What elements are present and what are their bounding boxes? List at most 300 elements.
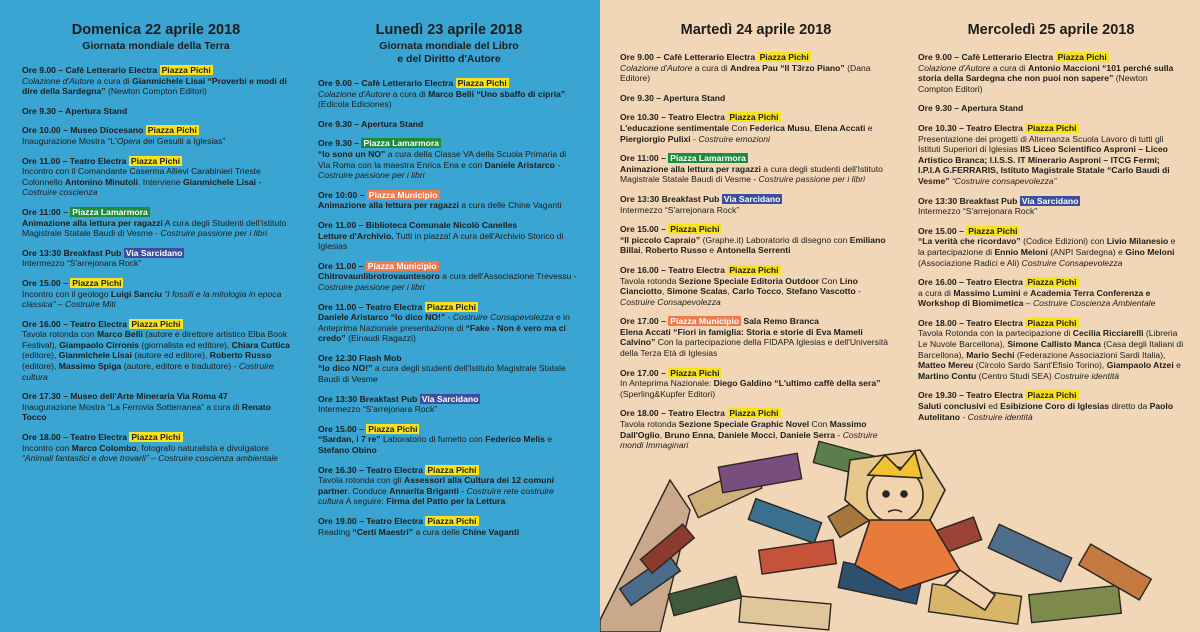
event-text: a cura della Classe VA della Scuola Primaria di Via Roma con la maestra Enrica Ena e con [318, 148, 567, 170]
day-column [22, 22, 290, 473]
event-text: Tavola Rotonda con la partecipazione di [918, 328, 1073, 339]
event-text: (Centro Studi SEA) [976, 370, 1055, 381]
location-tag: Piazza Pichi [1027, 390, 1077, 401]
event-header [22, 391, 290, 402]
event-time-venue: Ore 16.30 – Teatro Electra [318, 464, 423, 475]
event-header [22, 207, 290, 218]
event-text: Daniele Serra [780, 429, 836, 440]
event-text: - [554, 159, 561, 170]
event-time-venue: Ore 18.00 – Teatro Electra [22, 432, 127, 443]
event-text: Laboratorio di fumetto con [380, 434, 486, 445]
event-text: - [835, 429, 843, 440]
event-item [620, 265, 892, 307]
event-text: Tavola rotonda [620, 275, 679, 286]
event-text: Chitrovaunlibrotrovauntesoro [318, 271, 440, 282]
event-text: “Uno sbaffo di cipria” [473, 88, 566, 99]
location-tag: Piazza Pichi [1057, 52, 1107, 62]
event-text: Inaugurazione Mostra “L' [22, 135, 117, 146]
event-text: Antonio Maccioni [1028, 62, 1100, 73]
event-text: (Federazione Associazioni Sardi Italia), [1014, 349, 1166, 360]
event-text: Chine Vaganti [462, 526, 520, 537]
event-text: (autore e direttore artistico Elba Book Festival), [22, 329, 288, 350]
event-description [318, 312, 580, 344]
event-text: Ennio Meloni [994, 246, 1048, 257]
event-text: “Io dico NO!” [318, 363, 373, 374]
event-text: Costruire identità [1054, 370, 1120, 381]
event-text: “Animali fantastici e dove trovarli” [22, 453, 149, 464]
event-time-venue: Ore 13:30 Breakfast Pub [620, 193, 720, 204]
event-text: Gino Meloni [1125, 246, 1175, 257]
event-text: e [865, 122, 873, 133]
event-description [22, 218, 290, 239]
event-text: Incontro con [22, 442, 72, 453]
event-header [318, 353, 580, 364]
location-tag: Piazza Pichi [729, 408, 779, 419]
event-header [318, 394, 580, 405]
event-text: - [855, 286, 862, 297]
event-text: Mario Sechi [966, 349, 1015, 360]
event-time-venue: Ore 9.00 – Cafè Letterario Electra [318, 78, 454, 88]
location-tag: Piazza Pichi [147, 125, 197, 136]
event-item [918, 226, 1184, 268]
day-subtitle: Giornata mondiale del Libro [379, 40, 519, 52]
event-text: Matteo Mereu [918, 360, 974, 371]
event-text: Marco Belli [428, 88, 474, 99]
event-item [318, 78, 580, 110]
event-description [318, 231, 580, 252]
event-text: , [713, 429, 719, 440]
event-text: Costruire emozioni [698, 133, 770, 144]
event-text: a cura di [390, 88, 429, 99]
event-text: e [544, 434, 553, 445]
event-text: Costruire mondi Immaginari [620, 429, 878, 451]
location-tag: Piazza Pichi [670, 367, 720, 378]
event-time-venue: Ore 15.00 – [22, 277, 68, 288]
event-text: Presentazione dei progetti di Alternanza Scuola Lavoro di tutti gli Istituti Superiori di Iglesias [918, 133, 1164, 155]
event-time-venue: Ore 9.30 – Apertura Stand [22, 105, 128, 116]
event-item [620, 93, 892, 104]
event-item [22, 278, 290, 310]
event-header [918, 390, 1184, 401]
event-text: (Associazione Radici e Ali) [918, 257, 1022, 268]
event-text: Chiara Cuttica [231, 339, 290, 350]
event-text: . Conduce [347, 485, 390, 496]
event-text: Con [729, 122, 750, 133]
event-text: Simone Callisto Manca [1007, 339, 1101, 350]
event-time-venue: Ore 11.00 – [318, 260, 364, 271]
event-item [22, 248, 290, 269]
event-text: Daniele Aristarco [484, 159, 555, 170]
event-text: Costruire rete costruire cultura [318, 485, 554, 507]
day-subtitle-block [318, 40, 580, 66]
event-header [22, 432, 290, 443]
event-item [318, 516, 580, 537]
event-text: In Anteprima Nazionale: [620, 378, 714, 389]
event-description [918, 236, 1184, 268]
event-text: Marco Belli [97, 329, 143, 340]
event-text: - [690, 133, 699, 144]
event-header [318, 302, 580, 313]
day-column [918, 22, 1184, 431]
event-item [318, 353, 580, 385]
event-description [918, 206, 1184, 217]
event-header [620, 93, 892, 104]
event-description [620, 327, 892, 359]
event-item [22, 125, 290, 146]
event-item [918, 318, 1184, 382]
event-header [620, 112, 892, 123]
day-subtitle: e del Diritto d'Autore [397, 53, 501, 65]
event-item [318, 465, 580, 507]
event-text: Roberto Russo [645, 245, 707, 256]
event-header [620, 368, 892, 379]
event-text: Costruire coscienza [22, 187, 98, 198]
event-text: “Costruire consapevolezza” [951, 175, 1057, 186]
event-header [22, 319, 290, 330]
event-text: Bruno Enna [664, 429, 714, 440]
event-text: Con la partecipazione della FIDAPA Iglesias e dell'Università della Terza Età di Iglesias [620, 337, 889, 359]
location-tag: Piazza Pichi [72, 277, 122, 288]
event-item [918, 103, 1184, 114]
event-text: A cura degli Studenti dell'Istituto Magistrale Statale Baudi di Vesme - [22, 217, 287, 239]
event-item [22, 65, 290, 97]
event-header [22, 106, 290, 117]
event-time-venue: Ore 19.00 – Teatro Electra [318, 516, 423, 526]
event-time-venue: Ore 15.00 – [318, 423, 364, 434]
event-text: Andrea Pau [730, 62, 778, 73]
event-text: Costruire Coscienza Ambientale [1032, 298, 1156, 309]
event-item [918, 390, 1184, 422]
event-text: Carlo Tocco [732, 286, 782, 297]
event-text: (Newton Compton Editori) [918, 73, 1148, 94]
location-tag: Piazza Pichi [131, 432, 181, 443]
event-description [318, 527, 580, 538]
event-text: A seguire: [343, 496, 387, 507]
event-text: , [662, 286, 667, 297]
event-text: (giornalista ed editore), [139, 339, 232, 350]
event-text: (Dana Editore) [620, 62, 871, 84]
event-text: , [659, 429, 665, 440]
event-description [318, 271, 580, 292]
event-text: Massimo Lumini [953, 287, 1021, 298]
event-text: Antonella Serrenti [716, 245, 791, 256]
event-time-venue: Ore 11.00 – Teatro Electra [22, 155, 127, 166]
event-text: Simone Scalas [666, 286, 728, 297]
event-header [918, 277, 1184, 288]
event-text: Costruire passione per i libri [318, 170, 425, 181]
event-text: Massimo Spiga [58, 361, 122, 372]
event-text: Costruire Miti [65, 299, 116, 310]
event-text: Stefano Obino [318, 445, 377, 456]
event-header [318, 465, 580, 476]
event-header [318, 119, 580, 130]
event-text: Letture d'Archivio. [318, 230, 394, 241]
event-text: Giampaolo Atzei [1106, 360, 1174, 371]
event-text: Elena Accati [620, 326, 671, 337]
event-item [22, 156, 290, 198]
event-header [620, 408, 892, 419]
event-header [318, 138, 580, 149]
event-text: Intermezzo “S'arrejonara Rock” [318, 404, 438, 415]
event-text: “Il T3rzo Piano” [777, 62, 845, 73]
event-text: e la partecipazione di [918, 236, 1176, 257]
event-item [318, 138, 580, 180]
event-text: a cura di [94, 75, 133, 86]
event-text: Esibizione Coro di Iglesias [1000, 401, 1110, 412]
event-time-venue: Ore 18.00 – Teatro Electra [918, 317, 1023, 328]
event-text: Animazione alla lettura per ragazzi [620, 163, 761, 174]
event-time-venue: Ore 10.30 – Teatro Electra [620, 112, 725, 123]
location-tag: Piazza Pichi [968, 225, 1018, 236]
event-text: - [256, 176, 262, 187]
event-description [22, 329, 290, 382]
event-text: Lino Cianciotto [620, 275, 858, 297]
event-description [620, 419, 892, 451]
event-text: Incontro con il Comandante Caserma Allievi Carabinieri Trieste Colonnello [22, 166, 261, 187]
event-description [318, 404, 580, 415]
event-text: (editore), [22, 361, 59, 372]
event-text: (Edicola Ediciones) [318, 99, 392, 110]
event-text: Costruire Consapevolezza [452, 312, 554, 323]
event-text: a cura di [918, 287, 954, 298]
event-time-venue: Ore 16.00 – Teatro Electra [22, 318, 127, 329]
event-description [318, 363, 580, 384]
event-header [620, 265, 892, 276]
event-header [620, 52, 892, 63]
event-text: - [458, 485, 467, 496]
location-tag: Piazza Municipio [670, 316, 740, 327]
day-title: Martedì 24 aprile 2018 [680, 22, 832, 38]
event-text: , fotografo naturalista e divulgatore [136, 442, 269, 453]
event-item [620, 52, 892, 84]
event-text: a cura delle Chine Vaganti [458, 200, 562, 211]
event-item [918, 123, 1184, 187]
event-time-venue: Ore 11.00 – Biblioteca Comunale Nicolò Canelles [318, 219, 518, 230]
event-text: , [727, 286, 733, 297]
location-tag: Piazza Lamarmora [363, 138, 439, 149]
event-item [620, 224, 892, 256]
event-text: Piergiorgio Pulixi [620, 133, 691, 144]
event-header [318, 220, 580, 231]
event-text: (Libreria Le Nuvole Barcellona), [918, 328, 1178, 350]
event-description [620, 123, 892, 144]
event-header [918, 103, 1184, 114]
event-description [318, 434, 580, 455]
event-text: Incontro con il geologo [22, 288, 111, 299]
event-text: “101 perché sulla storia della Sardegna che non puoi non sapere” [918, 62, 1174, 84]
event-text: Costruire identità [967, 411, 1033, 422]
location-tag: Via Sarcidano [1021, 195, 1079, 206]
event-time-venue: Ore 10:00 – [318, 189, 365, 200]
event-text: Costruire passione per i libri [758, 174, 866, 185]
event-time-venue: Ore 11:00 – [620, 153, 666, 164]
event-text: Costruire cultura [22, 361, 274, 382]
event-header [918, 52, 1184, 63]
event-text: Costruire Consapevolezza [620, 296, 721, 307]
event-item [318, 261, 580, 293]
event-text: Daniele Aristarco “Io dico NO!” [318, 312, 446, 323]
event-header [620, 316, 892, 327]
event-item [620, 112, 892, 144]
event-header [318, 190, 580, 201]
event-text: (Casa degli Italiani di Barcellona), [918, 339, 1184, 360]
event-description [620, 235, 892, 256]
event-text: “La verità che ricordavo” [918, 236, 1021, 247]
event-time-venue: Ore 11.00 – Teatro Electra [318, 301, 423, 312]
event-text: diretto da [1109, 401, 1150, 412]
event-text: Con [809, 419, 830, 430]
event-header [318, 424, 580, 435]
event-header [318, 516, 580, 527]
event-description [620, 276, 892, 308]
event-time-venue: Ore 17.30 – Museo dell'Arte Mineraria Via Roma 47 [22, 391, 228, 402]
event-time-venue: Ore 9.30 – [318, 138, 360, 149]
location-tag: Piazza Pichi [457, 78, 507, 88]
event-text: Costruire passione per i libri [318, 281, 425, 292]
event-text: “L'ultimo caffè della sera” [771, 378, 881, 389]
event-text: Luigi Sanciu [110, 288, 162, 299]
event-text: Cecilia Ricciarelli [1072, 328, 1144, 339]
event-time-venue: Ore 9.30 – Apertura Stand [918, 103, 1024, 114]
event-text: “Il piccolo Capraio” [620, 234, 701, 245]
location-tag: Piazza Pichi [131, 318, 181, 329]
location-tag: Piazza Lamarmora [72, 206, 148, 217]
event-text: Con [819, 275, 840, 286]
event-item [318, 119, 580, 130]
event-time-venue: Ore 13:30 Breakfast Pub [318, 393, 418, 404]
event-text: Emiliano Billai [620, 234, 886, 256]
event-text: Reading [318, 526, 353, 537]
day-title: Mercoledì 25 aprile 2018 [967, 22, 1135, 38]
event-text: Colazione d'Autore [22, 75, 95, 86]
event-header [318, 261, 580, 272]
event-text: “Fiori in famiglia: Storia e storie di Eva Mameli Calvino” [620, 326, 863, 348]
event-text: Costruire coscienza ambientale [158, 453, 279, 464]
event-text: (Codice Edizioni) con [1020, 236, 1107, 247]
event-text: – [1023, 298, 1033, 309]
event-header [22, 248, 290, 259]
event-time-venue: Ore 18.00 – Teatro Electra [620, 408, 725, 419]
location-tag: Via Sarcidano [125, 247, 183, 258]
event-text: (Newton Compton Editori) [105, 86, 207, 97]
event-header [22, 65, 290, 76]
event-description [918, 134, 1184, 187]
location-tag: Piazza Municipio [368, 189, 438, 200]
event-room: Sala Remo Branca [741, 316, 819, 327]
event-header [918, 123, 1184, 134]
location-tag: Piazza Pichi [130, 155, 181, 166]
event-text: Livio Milanesio [1106, 236, 1169, 247]
event-text: Opera [116, 135, 141, 146]
day-subtitle-block [22, 40, 290, 53]
event-description [22, 166, 290, 198]
location-tag: Piazza Lamarmora [670, 153, 746, 164]
event-header [620, 224, 892, 235]
event-header [22, 125, 290, 136]
event-text: “Proverbi e modi di dire della Sardegna” [22, 75, 287, 97]
event-description [22, 443, 290, 464]
event-description [318, 200, 580, 211]
event-description [318, 149, 580, 181]
event-description [318, 89, 580, 110]
event-text: Massimo Dall'Oglio [620, 419, 867, 440]
event-time-venue: Ore 9.00 – Cafè Letterario Electra [22, 65, 158, 75]
event-text: L'educazione sentimentale [620, 122, 730, 133]
event-text: Costruire passione per i libri [160, 228, 268, 239]
day-title: Lunedì 23 aprile 2018 [375, 22, 523, 38]
event-item [318, 190, 580, 211]
event-item [918, 52, 1184, 94]
event-text: Sezione Speciale Editoria Outdoor [678, 275, 820, 286]
event-text: dei Gesuiti a Iglesias” [140, 135, 226, 146]
event-text: - [960, 411, 968, 422]
event-item [318, 394, 580, 415]
location-tag: Via Sarcidano [421, 393, 479, 404]
location-tag: Piazza Pichi [729, 264, 779, 275]
day-subtitle: Giornata mondiale della Terra [82, 40, 230, 52]
event-time-venue: Ore 10.00 – Museo Diocesano [22, 125, 144, 136]
event-item [620, 368, 892, 400]
event-item [918, 277, 1184, 309]
event-time-venue: Ore 16.00 – Teatro Electra [918, 277, 1023, 288]
location-tag: Piazza Pichi [368, 423, 418, 434]
event-description [22, 76, 290, 97]
event-text: e in Anteprima Nazionale presentazione di [318, 312, 570, 333]
event-text: , [809, 122, 815, 133]
event-text: Daniele Mocci [718, 429, 776, 440]
event-text: e [706, 245, 717, 256]
event-text: Animazione alla lettura per ragazzi [318, 200, 459, 211]
event-text: Tavola rotonda [620, 419, 679, 430]
event-text: (Circolo Sardo Sant'Efisio Torino), [973, 360, 1107, 371]
event-text: (Graphe.it) Laboratorio di disegno con [700, 234, 850, 245]
event-text: (Einaudi Ragazzi) [345, 333, 416, 344]
event-text: Saluti conclusivi [918, 401, 986, 412]
event-item [918, 196, 1184, 217]
event-text: Antonino Minutoli [65, 176, 139, 187]
event-text: , [775, 429, 781, 440]
event-time-venue: Ore 15.00 – [620, 224, 666, 235]
event-text: Giampaolo Cirronis [59, 339, 139, 350]
location-tag: Piazza Pichi [1027, 277, 1077, 288]
event-header [918, 196, 1184, 207]
event-time-venue: Ore 19.30 – Teatro Electra [918, 390, 1023, 401]
event-description [918, 401, 1184, 422]
event-text: Colazione d'Autore [918, 62, 991, 73]
event-text: Renato Tocco [22, 401, 271, 423]
location-tag: Piazza Pichi [1027, 122, 1077, 133]
event-text: Intermezzo “S'arrejonara Rock” [918, 206, 1038, 217]
event-text: Gianmichele Lisai [132, 75, 206, 86]
event-text: Costruire Consapevolezza [1021, 257, 1123, 268]
event-text: e [1020, 287, 1031, 298]
event-time-venue: Ore 16.00 – Teatro Electra [620, 264, 725, 275]
event-text: (editore), [22, 350, 59, 361]
location-tag: Piazza Pichi [1027, 317, 1077, 328]
event-time-venue: Ore 17.00 – [620, 316, 666, 327]
event-time-venue: Ore 9.30 – Apertura Stand [620, 92, 726, 103]
event-text: – [148, 453, 159, 464]
location-tag: Piazza Municipio [367, 260, 437, 271]
event-text: Inaugurazione Mostra “La Ferrovia Sotterranea” a cura di [22, 401, 242, 412]
event-description [22, 136, 290, 147]
day-column [318, 22, 580, 546]
event-text: (autore ed editore), [131, 350, 210, 361]
event-text: , [781, 286, 787, 297]
event-item [620, 194, 892, 215]
event-item [620, 408, 892, 450]
event-text: Tavola rotonda con [22, 329, 98, 340]
